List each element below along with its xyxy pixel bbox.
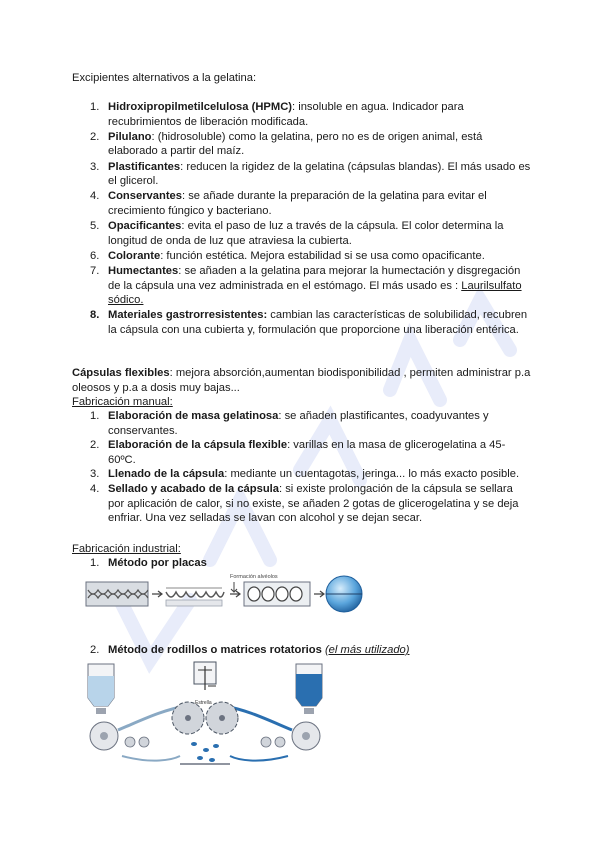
excipients-list [72, 100, 532, 338]
list-item: 2. Método de rodillos o matrices rotatorios (el más utilizado) [90, 644, 410, 656]
capsulas-flexibles-paragraph: Cápsulas flexibles: mejora absorción,aumentan biodisponibilidad , permiten administrar p.a oleosos y p.a a dosis muy bajas... [72, 367, 531, 394]
list-item: 8. Materiales gastrorresistentes: cambian las características de solubilidad, recubren la cápsula con una cubierta y, formulación que proporcione una liberación entérica. [90, 309, 528, 337]
list-item: 1. Elaboración de masa gelatinosa: se añaden plastificantes, coadyuvantes y conservantes. [90, 410, 489, 437]
plate-method-figure [84, 570, 364, 632]
fabricacion-industrial-heading: Fabricación industrial: [72, 543, 181, 555]
list-item: 5. Opacificantes: evita el paso de luz a través de la cápsula. El color determina la longitud de onda de luz que atraviesa la cubierta. [90, 220, 504, 247]
die-rolls [172, 702, 238, 734]
capsules [191, 742, 219, 762]
fig1-label: Formación alvéolos [230, 574, 278, 580]
right-tank [296, 664, 322, 714]
list-item: 6. Colorante: función estética. Mejora estabilidad si se usa como opacificante. [90, 249, 485, 262]
list-item: 1. Hidroxipropilmetilcelulosa (HPMC): insoluble en agua. Indicador para recubrimientos de liberación modificada. [90, 101, 464, 128]
plate-3 [244, 582, 310, 606]
left-tank [88, 664, 114, 714]
plate-1 [86, 582, 148, 606]
list-item: 2. Elaboración de la cápsula flexible: varillas en la masa de glicerogelatina a 45-60ºC. [90, 439, 506, 466]
manual-steps-list [72, 409, 532, 526]
list-item: 3. Plastificantes: reducen la rigidez de la gelatina (cápsulas blandas). El más usado es el glicerol. [90, 160, 531, 188]
list-item: 3. Llenado de la cápsula: mediante un cuentagotas, jeringa... lo más exacto posible. [90, 468, 520, 481]
intro-text: Excipientes alternativos a la gelatina: [72, 72, 257, 84]
list-item: 2. Pilulano: (hidrosoluble) como la gelatina, pero no es de origen animal, está elaborado a partir del maíz. [90, 130, 483, 158]
list-item: 1. Método por placas [90, 557, 207, 569]
arrow-icon [152, 591, 162, 597]
arrow-icon [230, 591, 240, 597]
industrial-method-2 [72, 643, 532, 658]
arrow-down-icon [231, 582, 237, 592]
fabricacion-manual-heading: Fabricación manual: [72, 396, 173, 408]
list-item: 7. Humectantes: se añaden a la gelatina para mejorar la humectación y disgregación de la cápsula una vez administrada en el estómago. El más usado es : Laurilsulfato sódico. [90, 265, 522, 307]
plate-2 [166, 588, 224, 606]
list-item: 4. Conservantes: se añade durante la preparación de la gelatina para evitar el crecimiento fúngico y bacteriano. [90, 190, 487, 217]
injector [194, 662, 216, 690]
list-item: 4. Sellado y acabado de la cápsula: si existe prolongación de la cápsula se sellara por aplicación de calor, si no existe, se añaden 2 gotas de glicerogelatina y se deja enfriar. Una vez selladas se lavan con alcohol y se dejan secar. [90, 482, 519, 525]
arrow-icon [314, 591, 324, 597]
rotary-die-figure [82, 660, 328, 772]
industrial-method-1 [72, 556, 532, 571]
fig2-label: Estrella [195, 700, 212, 706]
